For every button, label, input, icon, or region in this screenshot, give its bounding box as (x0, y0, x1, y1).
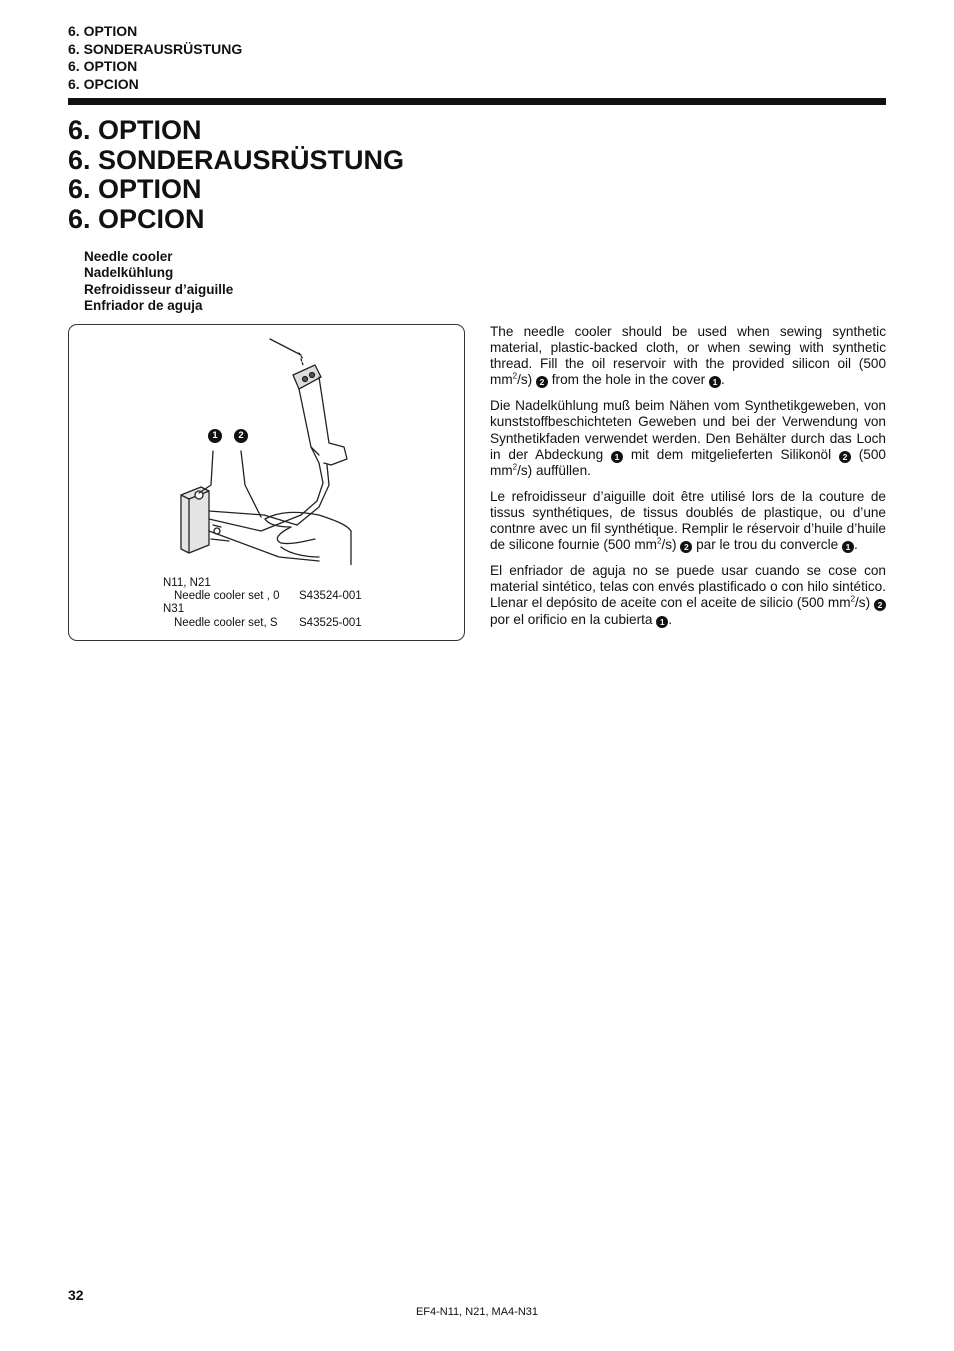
header-rule (68, 98, 886, 105)
callout-2-icon: 2 (234, 429, 248, 443)
running-head (68, 23, 242, 93)
needle-cooler-illustration (169, 335, 369, 565)
superscript: 2 (512, 462, 518, 472)
callout-2-icon: 2 (680, 541, 692, 553)
part-code: S43525-001 (299, 616, 362, 629)
section-title-line: 6. SONDERAUSRÜSTUNG (68, 144, 405, 175)
text-run: (500 mm (490, 446, 886, 478)
text-run: /s) (661, 537, 681, 553)
text-run: /s) (517, 372, 536, 388)
running-head-line: 6. OPCION (68, 75, 139, 92)
callout-1-icon: 1 (611, 451, 623, 463)
callout-2-icon: 2 (839, 451, 851, 463)
superscript: 2 (656, 536, 662, 546)
running-head-line: 6. OPTION (68, 58, 138, 74)
section-title (68, 116, 404, 234)
subhead-line: Enfriador de aguja (84, 297, 203, 313)
subhead-line: Needle cooler (84, 249, 173, 264)
part-name: Needle cooler set, S (174, 616, 278, 629)
section-title-line: 6. OPCION (68, 203, 205, 234)
instructions-column (490, 324, 886, 638)
part-code: S43524-001 (299, 590, 362, 603)
text-run: Die Nadelkühlung muß beim Nähen vom Synthetikgeweben, von kunststoffbeschichteten Geweben und bei der Verwendung von Synthetikfaden verwendet werden. Den Behälter durch das Loch in der Abdeckung (490, 398, 886, 462)
part-model: N11, N21 (163, 577, 211, 589)
callout-2-icon: 2 (874, 599, 886, 611)
text-run: /s) (855, 595, 874, 611)
callout-1-icon: 1 (656, 616, 668, 628)
superscript: 2 (850, 594, 856, 604)
text-run: por el orificio en la cubierta (490, 611, 657, 627)
subhead-line: Refroidisseur d’aiguille (84, 281, 234, 297)
text-run: . (668, 611, 673, 627)
text-run: from the hole in the cover (548, 372, 709, 388)
subsection-heading (84, 249, 233, 314)
callout-1-icon: 1 (208, 429, 222, 443)
text-run: . (853, 537, 858, 553)
paragraph-de (490, 398, 886, 478)
paragraph-es (490, 563, 886, 627)
text-run: . (720, 372, 725, 388)
callout-1-icon: 1 (842, 541, 854, 553)
section-title-line: 6. OPTION (68, 174, 202, 204)
model-footer: EF4-N11, N21, MA4-N31 (415, 1306, 539, 1318)
part-row (163, 590, 383, 603)
part-name: Needle cooler set , 0 (174, 590, 280, 603)
figure-box (68, 324, 465, 641)
page-number: 32 (68, 1287, 84, 1303)
text-run: The needle cooler should be used when sewing synthetic material, plastic-backed cloth, or when sewing with synthetic thread. Fill the oil reservoir with the provided silicon oil (500 mm (490, 324, 886, 388)
text-run: El enfriador de aguja no se puede usar cuando se cose con material sintético, telas con envés plastificado o con hilo sintético. Llenar el depósito de aceite con el aceite de silicio (500 mm (490, 563, 886, 611)
paragraph-fr (490, 489, 886, 553)
callout-1-icon: 1 (709, 376, 721, 388)
section-title-line: 6. OPTION (68, 115, 202, 145)
text-run: par le trou du convercle (692, 537, 842, 553)
superscript: 2 (512, 371, 518, 381)
parts-list (163, 577, 383, 630)
callout-2-icon: 2 (536, 376, 548, 388)
running-head-line: 6. SONDERAUSRÜSTUNG (68, 40, 243, 57)
text-run: mit dem mitgelieferten Silikonöl (623, 446, 839, 462)
paragraph-en (490, 324, 886, 388)
running-head-line: 6. OPTION (68, 23, 138, 39)
subhead-line: Nadelkühlung (84, 265, 174, 281)
text-run: /s) auffüllen. (517, 462, 591, 478)
part-model: N31 (163, 603, 185, 616)
part-row (163, 617, 383, 630)
text-run: Le refroidisseur d’aiguille doit être utilisé lors de la couture de tissus synthétiques, de tissus doublés de plastique, ou d’une contnre avec un fil synthétique. Remplir le réservoir d’huile d’huile de silicone fournie (500 mm (490, 488, 886, 553)
